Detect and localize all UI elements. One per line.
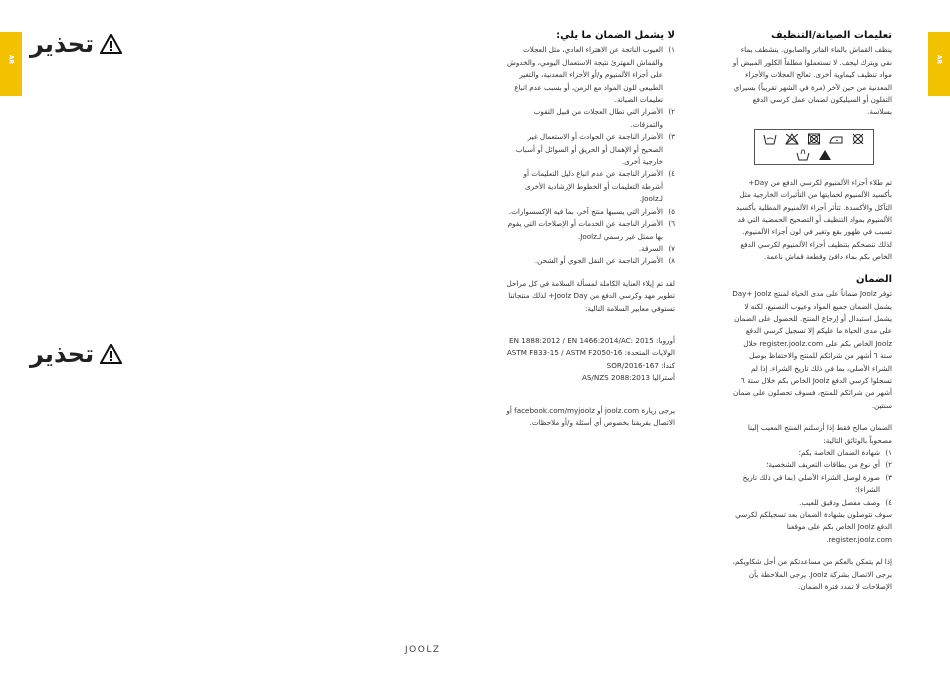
warranty-valid-intro: الضمان صالح فقط إذا أرسلتم المنتج المعيب إلينا مصحوباً بالوثائق التالية: [747,423,892,445]
repair-paragraph: إذا لم يتمكن بالعكم من مساعدتكم من أجل شكاويكم، يرجى الاتصال بشركة Joolz. يرجى الملاحظة بأن الإصلاحات لا تمدد فترة الضمان. [732,557,892,592]
wash-30-icon [763,133,777,145]
care-heading: تعليمات الصيانة/التنظيف [771,30,892,41]
language-tab-right-label: AR [935,54,943,65]
list-item: ٤) وصف مفصل ودقيق للعيب. [799,497,892,507]
care-warranty-column [732,30,892,593]
list-item: ١) شهادة الضمان الخاصة بكم؛ [798,447,892,457]
warning-title: تحذير [30,340,95,368]
warning-triangle-icon [100,34,122,54]
no-bleach-icon [785,133,799,145]
list-item: ٧) السرقة. [638,243,675,253]
warning-triangle-icon [100,344,122,364]
list-item: ٢) أي نوع من بطاقات التعريف الشخصية؛ [766,460,892,470]
warning-heading-top [30,30,122,58]
list-item: ٣) صورة لوصل الشراء الأصلي (بما في ذلك تاريخ الشراء)؛ [742,472,892,495]
standard-line: أوروبا: EN 1888:2012 / EN 1466:2014/AC: 2015 [509,335,675,345]
warning-title: تحذير [30,30,95,58]
warranty-paragraph: توفر Joolz ضماناً على مدى الحياة لمنتج Day+ Joolz يشمل الضمان جميع المواد وعيوب التصنيع، لكنه لا يشمل استبدال أو إرجاع المنتج. للحصول على الضمان على مدى الحياة ما عليكم إلا تسجيل كرسي الدفع Joolz الخاص بكم على register.joolz.com خلال ستة ٦ أشهر من شرائكم للمنتج والاحتفاظ بوصل الشراء الأصلي، بما في ذلك تاريخ الشراء. إذا لم تسجلوا كرسي الدفع Joolz الخاص بكم خلال ستة ٦ أشهر من شرائكم للمنتج، فسوف تحصلون على ضمان سنتين. [732,289,892,410]
language-tab-left-label: AR [7,54,15,65]
standard-line: أستراليا AS/NZS 2088:2013 [581,373,675,383]
do-not-iron-icon [818,149,832,161]
aluminium-paragraph: تم طلاء أجزاء الألمنيوم لكرسي الدفع من Day+ بأكسيد الألمنيوم لحمايتها من التأثيرات الخارجية مثل التآكل والأكسدة. تتأثر أجزاء الألمنيوم المطلية بأكسيد الألمنيوم بمواد التنظيف أو التصحيح الحمضية التي قد تسبب في ظهور بقع وتغير في لون أجزاء الألمنيوم. لذلك ننصحكم بتنظيف أجزاء الألمنيوم لكرسي الدفع الخاص بكم بماء دافئ وقطعة قماش ناعمة. [736,177,892,262]
hand-wash-icon [796,149,810,161]
exclusions-heading: لا يشمل الضمان ما يلي: [556,30,675,41]
warranty-exclusions-column [505,30,675,429]
standard-line: كندا: SOR/2016-167 [606,360,675,370]
list-item: ١) العيوب الناتجة عن الاهتراء العادي، مثل العجلات والقماش المهترئ نتيجة الاستعمال اليومي، والخدوش على أجزاء الألمنيوم و/أو الأجزاء المعدنية، والتغير الطبيعي للون المواد مع الزمن، أو بسبب عدم اتباع تعليمات الصيانة. [507,45,675,105]
list-item: ٤) الأضرار الناجمة عن عدم اتباع دليل التعليمات أو أشرطة التعليمات أو الخطوط الإرشادية الأخرى لـJoolz. [523,169,675,204]
list-item: ٢) الأضرار التي تطال العجلات من قبيل الثقوب والتمزقات. [533,107,675,129]
warranty-heading: الضمان [855,273,892,285]
language-tab-right [928,32,950,96]
language-tab-left [0,32,22,96]
required-documents-list [732,447,892,509]
list-item: ٣) الأضرار الناجمة عن الحوادث أو الاستعمال غير الصحيح أو الإهمال أو الحريق أو السوائل أو أسباب خارجية أخرى. [515,132,675,167]
care-symbols-box [754,129,874,165]
care-paragraph: ينظف القماش بالماء الفاتر والصابون. ينشطف بماء نقي ويترك ليجف. لا تستعملوا مطلقاً الكلور المبيض أو مواد تنظيف كيماوية أخرى. تعالج العجلات والأجزاء المعدنية من حين لآخر (مرة في الشهر تقريباً) بسيراي التفلون أو السيليكون لضمان عمل كرسي الدفع بسلاسة. [732,45,892,117]
safety-paragraph: لقد تم إيلاء العناية الكاملة لمسألة السلامة في كل مراحل تطوير مهد وكرسي الدفع من Joolz Day+ لذلك منتجاتنا تستوفي معايير السلامة التالية: [506,278,675,313]
standard-line: الولايات المتحدة: ASTM F833-15 / ASTM F2050-16 [506,348,675,358]
no-dry-clean-icon [851,133,865,145]
list-item: ٨) الأضرار الناجمة عن النقل الجوي أو الشحن. [534,256,675,266]
list-item: ٦) الأضرار الناجمة عن الخدمات أو الإصلاحات التي يقوم بها ممثل غير رسمي لـJoolz. [507,219,675,241]
list-item: ٥) الأضرار التي يسببها منتج آخر، بما فيه الإكسسوارات. [508,206,675,216]
certificate-paragraph: سوف تتوصلون بشهادة الضمان بعد تسجيلكم لكرسي الدفع Joolz الخاص بكم على موقعنا register.joolz.com. [735,510,892,544]
iron-low-icon [829,133,843,145]
brand-logo: JOOLZ [405,645,441,655]
exclusions-list [505,44,675,267]
warning-heading-bottom [30,340,122,368]
contact-paragraph: يرجى زيارة joolz.com أو facebook.com/myjoolz أو الاتصال بفريقنا بخصوص أي أسئلة و/أو ملاحظات. [506,405,675,427]
no-tumble-dry-icon [807,133,821,145]
